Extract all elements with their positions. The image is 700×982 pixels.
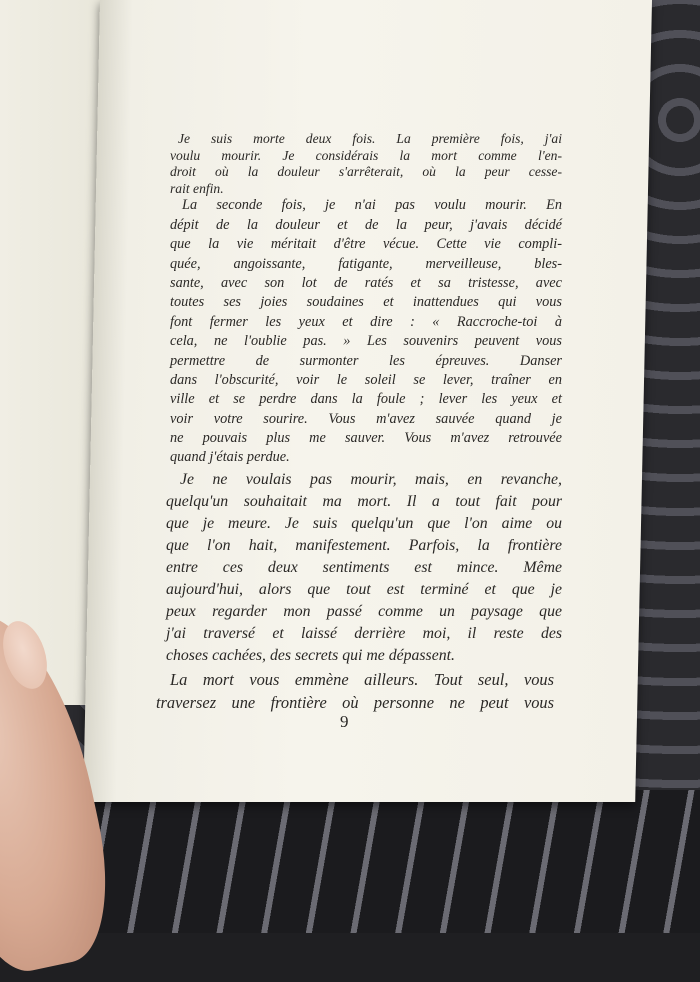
text-line: toutes ses joies soudaines et inattendues qui vous	[170, 294, 562, 311]
text-line: dans l'obscurité, voir le soleil se lever, traîner en	[170, 371, 562, 388]
text-line: j'ai traversé et laissé derrière moi, il reste des	[166, 624, 562, 642]
text-line: droit où la douleur s'arrêterait, où la peur cesse-	[170, 164, 562, 180]
paragraph-2	[170, 198, 562, 469]
text-line: aujourd'hui, alors que tout est terminé et que je	[166, 580, 562, 598]
text-line: traversez une frontière où personne ne peut vous	[156, 692, 554, 712]
text-line: La mort vous emmène ailleurs. Tout seul, vous	[170, 669, 554, 689]
text-line: peux regarder mon passé comme un paysage que	[166, 602, 562, 620]
text-line: Je suis morte deux fois. La première fois, j'ai	[178, 131, 562, 146]
text-line: entre ces deux sentiments est mince. Même	[166, 558, 562, 576]
text-line: choses cachées, des secrets qui me dépassent.	[166, 646, 455, 664]
text-line: font fermer les yeux et dire : « Raccroche-toi à	[170, 313, 562, 330]
text-line: que je meure. Je suis quelqu'un que l'on aime ou	[166, 514, 562, 532]
text-line: quand j'étais perdue.	[170, 449, 290, 466]
text-line: ville et se perdre dans la foule ; lever les yeux et	[170, 391, 562, 408]
text-line: sante, avec son lot de ratés et sa tristesse, avec	[170, 274, 562, 291]
text-line: rait enfin.	[170, 180, 224, 196]
background-fabric-bottom	[0, 790, 700, 933]
paragraph-4	[156, 669, 554, 718]
page-number: 9	[340, 712, 349, 731]
text-line: cela, ne l'oublie pas. » Les souvenirs peuvent vous	[170, 333, 562, 350]
text-line: ne pouvais plus me sauver. Vous m'avez retrouvée	[170, 430, 562, 447]
text-line: voir votre sourire. Vous m'avez sauvée quand je	[170, 410, 562, 427]
text-line: dépit de la douleur et de la peur, j'avais décidé	[170, 216, 562, 233]
text-line: permettre de surmonter les épreuves. Danser	[170, 352, 562, 369]
paragraph-1	[170, 132, 562, 198]
text-line: que l'on hait, manifestement. Parfois, la frontière	[166, 536, 562, 554]
text-line: La seconde fois, je n'ai pas voulu mourir. En	[182, 197, 562, 214]
text-line: quelqu'un souhaitait ma mort. Il a tout fait pour	[166, 492, 562, 510]
page-text	[156, 131, 562, 718]
text-line: quée, angoissante, fatigante, merveilleuse, bles-	[170, 255, 562, 272]
text-line: que la vie méritait d'être vécue. Cette vie compli-	[170, 236, 562, 253]
paragraph-3	[166, 472, 562, 670]
text-line: Je ne voulais pas mourir, mais, en revanche,	[180, 470, 562, 488]
text-line: voulu mourir. Je considérais la mort comme l'en-	[170, 147, 562, 163]
